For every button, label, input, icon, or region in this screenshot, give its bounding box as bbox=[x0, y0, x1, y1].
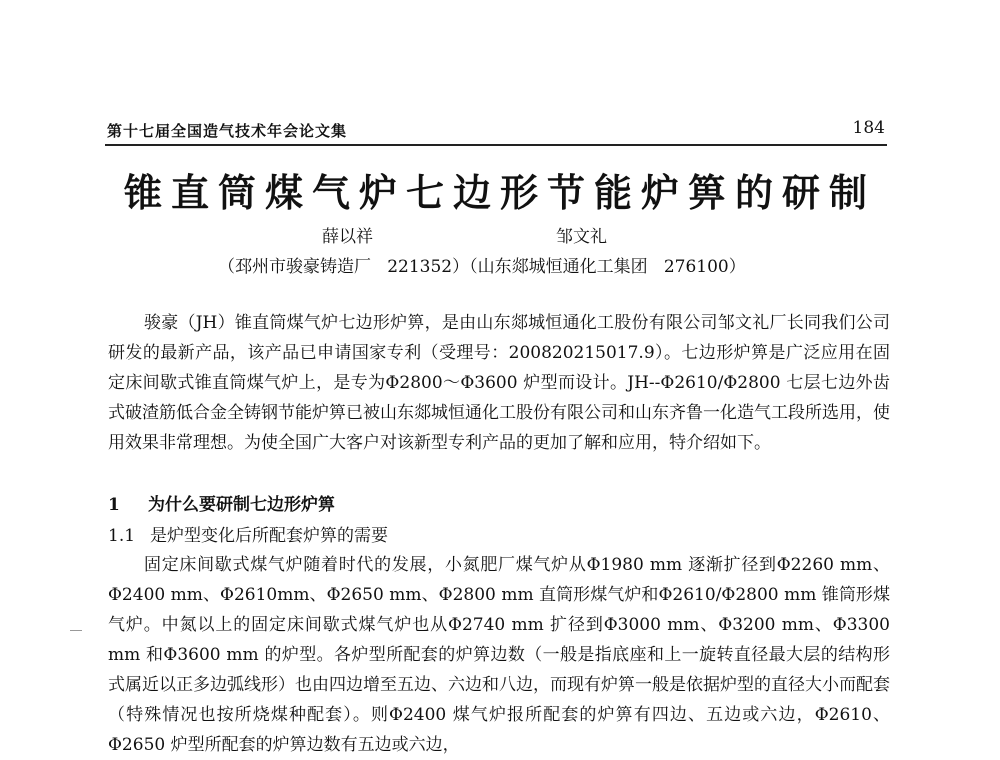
body-paragraph: 固定床间歇式煤气炉随着时代的发展，小氮肥厂煤气炉从Φ1980 mm 逐渐扩径到Φ2260 mm、Φ2400 mm、Φ2610mm、Φ2650 mm、Φ2800 mm 直筒形煤气炉和Φ2610/Φ2800 mm 锥筒形煤气炉。中氮以上的固定床间歇式煤气炉也从Φ2740 mm 扩径到Φ3000 mm、Φ3200 mm、Φ3300 mm 和Φ3600 mm 的炉型。各炉型所配套的炉箅边数（一般是指底座和上一旋转直径最大层的结构形式属近以正多边弧线形）也由四边增至五边、六边和八边，而现有炉箅一般是依据炉型的直径大小而配套（特殊情况也按所烧煤种配套）。则Φ2400 煤气炉报所配套的炉箅有四边、五边或六边，Φ2610、Φ2650 炉型所配套的炉箅边数有五边或六边， bbox=[108, 555, 890, 755]
running-header bbox=[105, 118, 887, 146]
subsection-title: 是炉型变化后所配套炉箅的需要 bbox=[150, 526, 388, 546]
affiliation: （邳州市骏豪铸造厂 221352）（山东郯城恒通化工集团 276100） bbox=[218, 257, 746, 277]
journal-title: 第十七届全国造气技术年会论文集 bbox=[107, 122, 348, 140]
author-2: 邹文礼 bbox=[556, 227, 607, 247]
intro-paragraph: 骏豪（JH）锥直筒煤气炉七边形炉箅，是由山东郯城恒通化工股份有限公司邹文礼厂长同我们公司研发的最新产品，该产品已申请国家专利（受理号：200820215017.9）。七边形炉箅是广泛应用在固定床间歇式锥直筒煤气炉上，是专为Φ2800～Φ3600 炉型而设计。JH--Φ2610/Φ2800 七层七边外齿式破渣筋低合金全铸钢节能炉箅已被山东郯城恒通化工股份有限公司和山东齐鲁一化造气工段所选用，使用效果非常理想。为使全国广大客户对该新型专利产品的更加了解和应用，特介绍如下。 bbox=[108, 313, 890, 453]
section-number: 1 bbox=[108, 495, 120, 515]
section-title: 为什么要研制七边形炉箅 bbox=[148, 495, 335, 515]
page-number: 184 bbox=[852, 118, 885, 138]
section-heading-1 bbox=[108, 490, 335, 515]
subsection-heading-1-1 bbox=[108, 521, 388, 546]
author-1: 薛以祥 bbox=[322, 227, 373, 247]
margin-mark bbox=[70, 630, 82, 631]
subsection-number: 1.1 bbox=[108, 526, 136, 546]
paper-title: 锥直筒煤气炉七边形节能炉箅的研制 bbox=[123, 170, 876, 215]
